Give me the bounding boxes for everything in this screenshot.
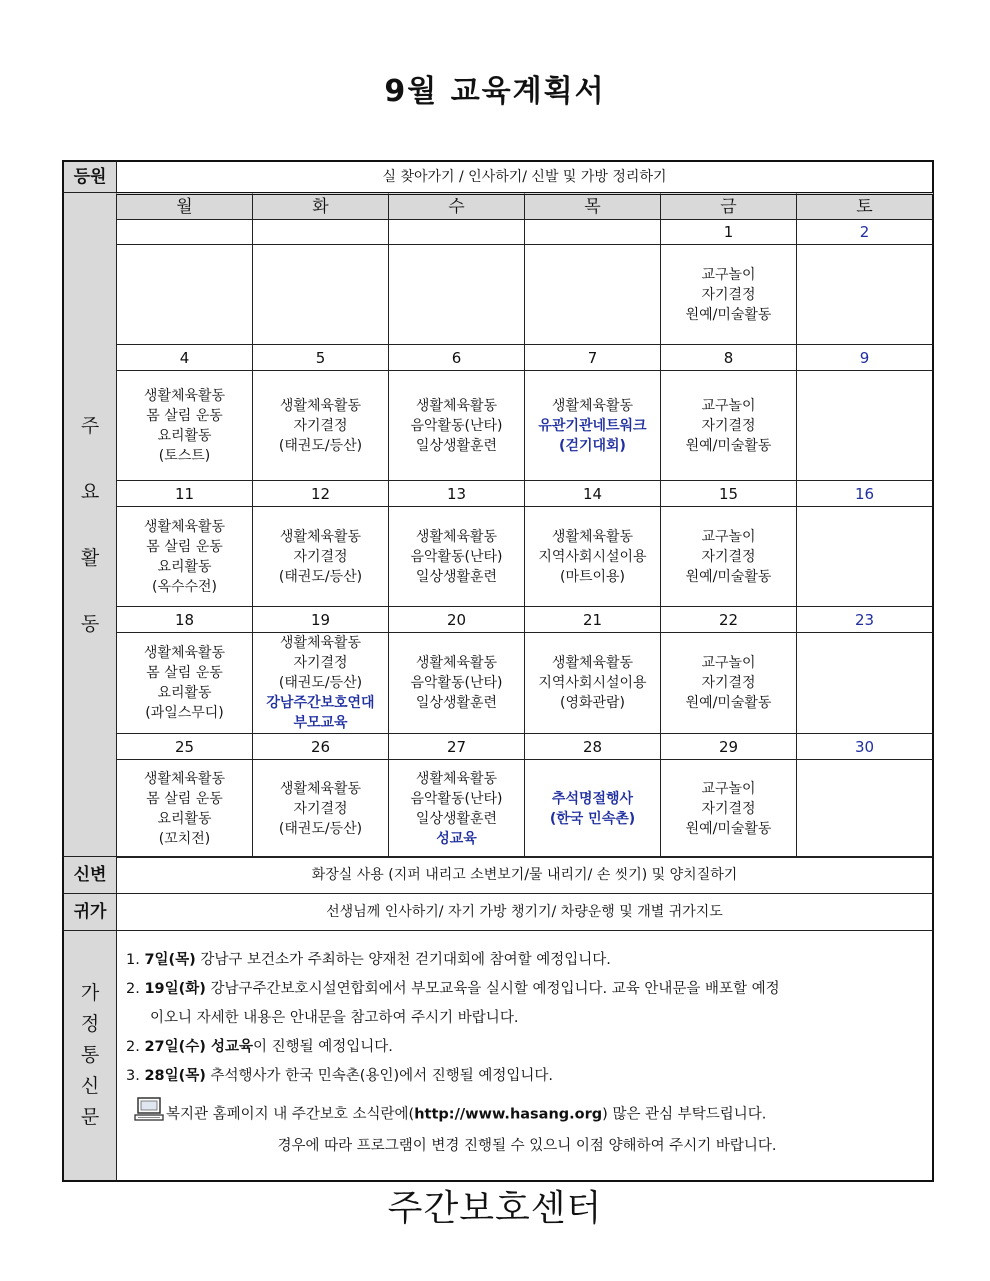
notice-closing: 경우에 따라 프로그램이 변경 진행될 수 있으니 이점 양해하여 주시기 바랍니다.: [277, 1138, 777, 1154]
activity-line: 원예/미술활동: [685, 695, 772, 711]
main-label-char: 동: [80, 612, 100, 635]
activity-line: 생활체육활동: [415, 655, 498, 671]
activity-cell: [116, 244, 253, 345]
main-label-char: 주: [80, 414, 100, 437]
date-cell: [252, 219, 389, 245]
weekday-header: 월: [116, 192, 253, 220]
activity-cell: [524, 244, 661, 345]
activity-cell: [252, 632, 389, 734]
going-home-label: 귀가: [62, 893, 117, 931]
date-cell: 16: [796, 480, 934, 507]
activity-line: 요리활동: [157, 427, 212, 444]
activity-line: 몸 살림 운동: [146, 665, 223, 681]
activity-cell: [660, 244, 797, 345]
newsletter-label-char: 정: [80, 1013, 100, 1035]
activity-line: 자기결정: [293, 800, 348, 817]
date-cell: 12: [252, 480, 389, 507]
date-cell: 20: [388, 606, 525, 633]
date-cell: 18: [116, 606, 253, 633]
newsletter-label-char: 신: [80, 1075, 100, 1097]
activity-line: 일상생활훈련: [415, 810, 498, 827]
notice-item-3: 2. 27일(수) 성교육이 진행될 예정입니다.: [126, 1039, 393, 1055]
date-cell: 1: [660, 219, 797, 245]
date-cell: [116, 219, 253, 245]
activity-line: 생활체육활동: [279, 528, 362, 545]
activity-cell: [524, 506, 661, 607]
activity-line: 교구놀이: [701, 266, 756, 283]
activity-cell: [796, 370, 934, 481]
activity-line: (꼬치전): [158, 830, 211, 847]
activity-cell: [524, 759, 661, 858]
date-cell: 21: [524, 606, 661, 633]
weekday-header: 수: [388, 192, 525, 220]
activity-line: 생활체육활동: [551, 655, 634, 671]
activity-line: 자기결정: [701, 286, 756, 303]
activity-line: 음악활동(난타): [410, 790, 503, 807]
date-cell: 27: [388, 733, 525, 760]
activity-line: (마트이용): [559, 568, 626, 585]
activity-line: 성교육: [436, 830, 477, 847]
computer-icon: [134, 1097, 164, 1132]
activity-line: 지역사회시설이용: [538, 675, 647, 691]
date-cell: 11: [116, 480, 253, 507]
date-cell: 8: [660, 344, 797, 371]
page-title: 9월 교육계획서: [384, 74, 606, 109]
activity-line: (걷기대회): [559, 437, 626, 454]
arrival-text: 실 찾아가기 / 인사하기/ 신발 및 가방 정리하기: [116, 160, 934, 193]
activity-cell: [252, 759, 389, 858]
activity-line: (옥수수전): [151, 578, 218, 595]
date-cell: 9: [796, 344, 934, 371]
going-home-text: 선생님께 인사하기/ 자기 가방 챙기기/ 차량운행 및 개별 귀가지도: [116, 893, 934, 931]
activity-line: 생활체육활동: [551, 397, 634, 414]
newsletter-label-char: 통: [80, 1044, 100, 1066]
activity-line: 자기결정: [701, 675, 756, 691]
toilet-text: 화장실 사용 (지퍼 내리고 소변보기/물 내리기/ 손 씻기) 및 양치질하기: [116, 856, 934, 894]
activity-cell: [796, 759, 934, 858]
activity-line: 생활체육활동: [143, 518, 226, 535]
activity-line: 교구놀이: [701, 655, 756, 671]
activity-line: 추석명절행사: [551, 790, 634, 807]
activity-cell: [252, 370, 389, 481]
activity-line: 요리활동: [157, 685, 212, 701]
activity-line: 원예/미술활동: [685, 820, 772, 837]
activity-cell: [524, 632, 661, 734]
activity-line: (태권도/등산): [278, 568, 363, 585]
activity-cell: [660, 759, 797, 858]
newsletter-label-char: 문: [80, 1106, 100, 1128]
activity-cell: [388, 759, 525, 858]
activity-line: 생활체육활동: [279, 780, 362, 797]
activity-line: 교구놀이: [701, 528, 756, 545]
activity-cell: [116, 632, 253, 734]
activity-line: 생활체육활동: [415, 397, 498, 414]
activity-line: 생활체육활동: [279, 635, 362, 651]
activity-line: 일상생활훈련: [415, 437, 498, 454]
activity-line: 몸 살림 운동: [146, 538, 223, 555]
notice-item-1: 1. 7일(목) 강남구 보건소가 주최하는 양재천 걷기대회에 참여할 예정입니다.: [126, 952, 611, 968]
main-activity-label: [62, 192, 117, 857]
activity-line: 자기결정: [293, 655, 348, 671]
activity-line: (과일스무디): [145, 705, 224, 721]
activity-line: (태권도/등산): [278, 820, 363, 837]
weekday-header: 목: [524, 192, 661, 220]
activity-line: (토스트): [158, 447, 211, 464]
weekday-header: 금: [660, 192, 797, 220]
activity-line: 요리활동: [157, 558, 212, 575]
date-cell: 13: [388, 480, 525, 507]
activity-line: (태권도/등산): [278, 675, 363, 691]
activity-cell: [388, 244, 525, 345]
activity-line: 생활체육활동: [415, 528, 498, 545]
notice-item-2: 2. 19일(화) 강남구주간보호시설연합회에서 부모교육을 실시할 예정입니다. 교육 안내문을 배포할 예정: [126, 981, 780, 997]
activity-line: 원예/미술활동: [685, 306, 772, 323]
date-cell: 6: [388, 344, 525, 371]
activity-line: (영화관람): [559, 695, 626, 711]
activity-cell: [252, 244, 389, 345]
activity-line: 원예/미술활동: [685, 437, 772, 454]
activity-line: 지역사회시설이용: [538, 548, 647, 565]
newsletter-content: [116, 930, 934, 1182]
date-cell: [524, 219, 661, 245]
activity-line: 유관기관네트워크: [538, 417, 647, 434]
date-cell: [388, 219, 525, 245]
newsletter-label: [62, 930, 117, 1182]
activity-line: 자기결정: [293, 548, 348, 565]
activity-line: 생활체육활동: [551, 528, 634, 545]
activity-cell: [116, 370, 253, 481]
notice-item-2-cont: 이오니 자세한 내용은 안내문을 참고하여 주시기 바랍니다.: [150, 1010, 519, 1026]
activity-cell: [388, 370, 525, 481]
date-cell: 22: [660, 606, 797, 633]
activity-line: 음악활동(난타): [410, 675, 503, 691]
date-cell: 15: [660, 480, 797, 507]
activity-line: (태권도/등산): [278, 437, 363, 454]
activity-cell: [388, 506, 525, 607]
homepage-link[interactable]: http://www.hasang.org: [414, 1106, 603, 1123]
activity-line: 생활체육활동: [143, 645, 226, 661]
date-cell: 7: [524, 344, 661, 371]
activity-cell: [796, 632, 934, 734]
activity-line: 생활체육활동: [143, 387, 226, 404]
activity-cell: [796, 244, 934, 345]
date-cell: 2: [796, 219, 934, 245]
activity-line: 음악활동(난타): [410, 548, 503, 565]
activity-cell: [388, 632, 525, 734]
date-cell: 5: [252, 344, 389, 371]
notice-item-4: 3. 28일(목) 추석행사가 한국 민속촌(용인)에서 진행될 예정입니다.: [126, 1068, 554, 1084]
activity-cell: [116, 759, 253, 858]
activity-line: 강남주간보호연대: [266, 695, 375, 711]
newsletter-label-char: 가: [80, 982, 100, 1004]
date-cell: 29: [660, 733, 797, 760]
activity-cell: [252, 506, 389, 607]
activity-line: 부모교육: [293, 715, 348, 731]
activity-line: 일상생활훈련: [415, 568, 498, 585]
activity-cell: [660, 370, 797, 481]
activity-line: 자기결정: [701, 800, 756, 817]
activity-line: 자기결정: [701, 417, 756, 434]
activity-line: 음악활동(난타): [410, 417, 503, 434]
activity-line: 생활체육활동: [415, 770, 498, 787]
activity-line: 교구놀이: [701, 780, 756, 797]
notice-web: 복지관 홈페이지 내 주간보호 소식란에(http://www.hasang.org) 많은 관심 부탁드립니다.: [126, 1097, 928, 1132]
activity-line: 자기결정: [293, 417, 348, 434]
date-cell: 4: [116, 344, 253, 371]
activity-line: (한국 민속촌): [549, 810, 636, 827]
date-cell: 14: [524, 480, 661, 507]
main-label-char: 요: [80, 480, 100, 503]
arrival-label: 등원: [62, 160, 117, 193]
activity-line: 몸 살림 운동: [146, 790, 223, 807]
weekday-header: 화: [252, 192, 389, 220]
activity-cell: [116, 506, 253, 607]
activity-line: 요리활동: [157, 810, 212, 827]
toilet-label: 신변: [62, 856, 117, 894]
activity-line: 일상생활훈련: [415, 695, 498, 711]
activity-line: 생활체육활동: [279, 397, 362, 414]
main-label-char: 활: [80, 546, 100, 569]
activity-line: 교구놀이: [701, 397, 756, 414]
activity-cell: [796, 506, 934, 607]
activity-line: 원예/미술활동: [685, 568, 772, 585]
date-cell: 25: [116, 733, 253, 760]
activity-cell: [660, 506, 797, 607]
weekday-header: 토: [796, 192, 934, 220]
activity-cell: [660, 632, 797, 734]
date-cell: 23: [796, 606, 934, 633]
activity-line: 몸 살림 운동: [146, 407, 223, 424]
date-cell: 26: [252, 733, 389, 760]
activity-line: 자기결정: [701, 548, 756, 565]
date-cell: 30: [796, 733, 934, 760]
date-cell: 28: [524, 733, 661, 760]
center-name: 주간보호센터: [387, 1188, 603, 1229]
activity-line: 생활체육활동: [143, 770, 226, 787]
date-cell: 19: [252, 606, 389, 633]
activity-cell: [524, 370, 661, 481]
